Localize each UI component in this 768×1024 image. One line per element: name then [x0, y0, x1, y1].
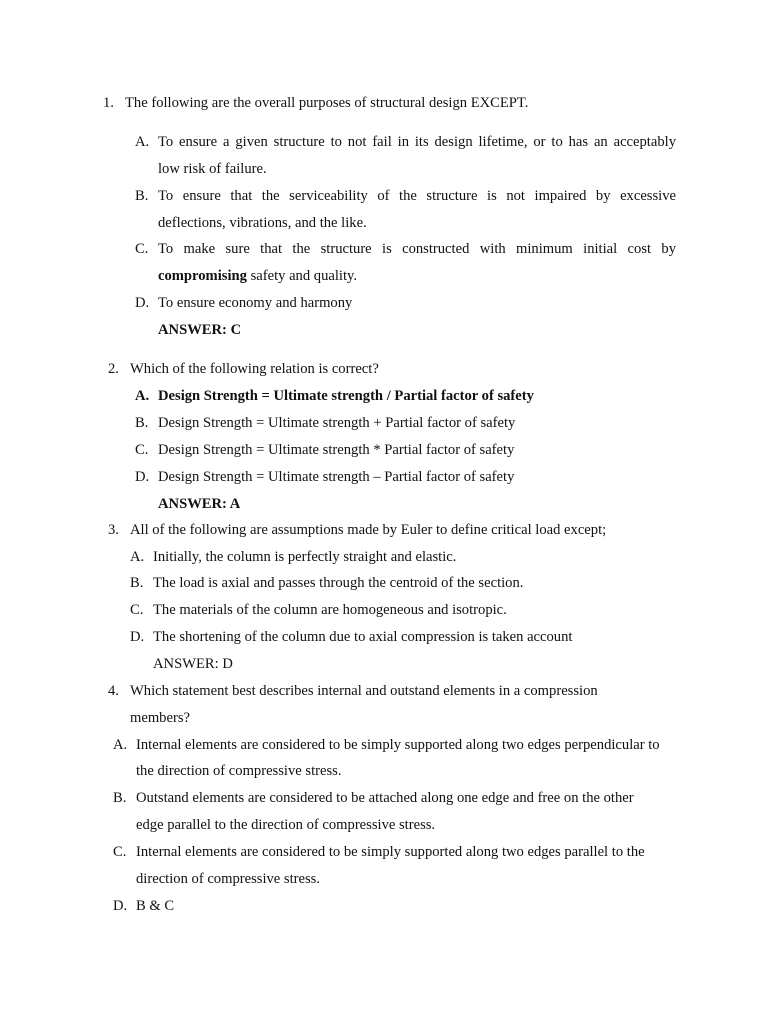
- q4-opt-d-text: B & C: [136, 898, 175, 914]
- q3-opt-a-letter: A.: [130, 549, 145, 565]
- q1-answer: ANSWER: C: [158, 322, 242, 338]
- q4-opt-a-text-cont: the direction of compressive stress.: [136, 763, 342, 779]
- q2-number: 2.: [108, 361, 119, 377]
- q1-opt-c-rest: safety and quality.: [246, 268, 358, 284]
- q4-opt-a-text: Internal elements are considered to be simply supported along two edges perpendicular to: [136, 737, 660, 753]
- q1-opt-b-letter: B.: [135, 188, 149, 204]
- q2-opt-b-text: Design Strength = Ultimate strength + Partial factor of safety: [158, 415, 516, 431]
- q3-opt-d-letter: D.: [130, 629, 145, 645]
- q2-opt-d-letter: D.: [135, 469, 150, 485]
- q2-answer: ANSWER: A: [158, 496, 241, 512]
- q4-opt-a-letter: A.: [113, 737, 128, 753]
- q1-opt-d-text: To ensure economy and harmony: [158, 295, 353, 311]
- q3-opt-c-letter: C.: [130, 602, 144, 618]
- q1-opt-c-text: To make sure that the structure is constructed with minimum initial cost by: [158, 241, 676, 257]
- q2-opt-c-text: Design Strength = Ultimate strength * Partial factor of safety: [158, 442, 515, 458]
- q1-opt-d-letter: D.: [135, 295, 150, 311]
- q3-opt-b-letter: B.: [130, 575, 144, 591]
- q1-opt-b-text-cont: deflections, vibrations, and the like.: [158, 215, 367, 231]
- q4-stem-cont: members?: [130, 710, 190, 726]
- q3-opt-d-text: The shortening of the column due to axial compression is taken account: [153, 629, 573, 645]
- q2-opt-b-letter: B.: [135, 415, 149, 431]
- q4-opt-b-letter: B.: [113, 790, 127, 806]
- q3-opt-a-text: Initially, the column is perfectly straight and elastic.: [153, 549, 457, 565]
- q4-opt-c-text: Internal elements are considered to be simply supported along two edges parallel to the: [136, 844, 645, 860]
- q1-opt-a-letter: A.: [135, 134, 150, 150]
- q1-number: 1.: [103, 95, 114, 111]
- q4-number: 4.: [108, 683, 119, 699]
- q1-opt-c-text-cont: [158, 267, 357, 285]
- q3-number: 3.: [108, 522, 119, 538]
- q3-opt-b-text: The load is axial and passes through the centroid of the section.: [153, 575, 524, 591]
- q2-opt-a-letter: A.: [135, 388, 150, 404]
- q4-opt-d-letter: D.: [113, 898, 128, 914]
- q1-opt-c-letter: C.: [135, 241, 149, 257]
- q1-stem: The following are the overall purposes of structural design EXCEPT.: [125, 95, 529, 111]
- q2-opt-a-text: Design Strength = Ultimate strength / Partial factor of safety: [158, 388, 534, 404]
- q2-stem: Which of the following relation is correct?: [130, 361, 379, 377]
- q3-opt-c-text: The materials of the column are homogeneous and isotropic.: [153, 602, 507, 618]
- q4-stem: Which statement best describes internal and outstand elements in a compression: [130, 683, 598, 699]
- q4-opt-b-text-cont: edge parallel to the direction of compressive stress.: [136, 817, 436, 833]
- q1-opt-c-bold-word: compromising: [158, 268, 247, 284]
- q1-opt-a-text: To ensure a given structure to not fail in its design lifetime, or to has an acceptably: [158, 134, 676, 150]
- q3-answer: ANSWER: D: [153, 656, 233, 672]
- q4-opt-b-text: Outstand elements are considered to be attached along one edge and free on the other: [136, 790, 634, 806]
- q1-opt-a-text-cont: low risk of failure.: [158, 161, 267, 177]
- q4-opt-c-letter: C.: [113, 844, 127, 860]
- q4-opt-c-text-cont: direction of compressive stress.: [136, 871, 320, 887]
- q1-opt-b-text: To ensure that the serviceability of the structure is not impaired by excessive: [158, 188, 676, 204]
- q3-stem: All of the following are assumptions made by Euler to define critical load except;: [130, 522, 607, 538]
- q2-opt-c-letter: C.: [135, 442, 149, 458]
- q2-opt-d-text: Design Strength = Ultimate strength – Partial factor of safety: [158, 469, 515, 485]
